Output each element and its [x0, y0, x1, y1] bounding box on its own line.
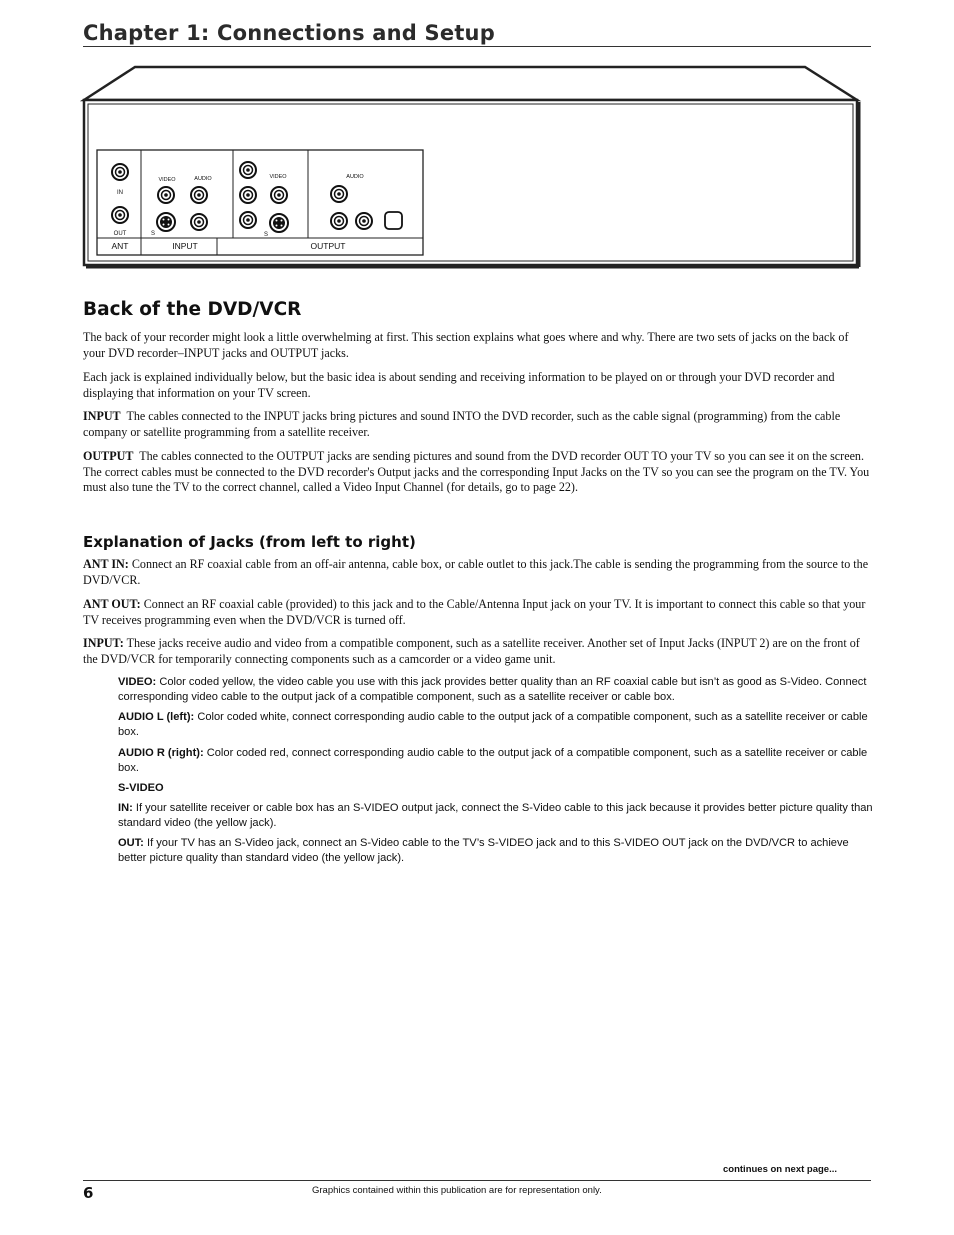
- output-text: The cables connected to the OUTPUT jacks are sending pictures and sound from the DVD recorder OUT TO your TV so you can see it on the screen. The correct cables must be connected to the DVD recorder's Output jacks and the corresponding Input Jacks on the TV so you can see the program on the TV. You must also tune the TV to the correct channel, called a Video Input Channel (for details, go to page 22).: [83, 449, 870, 494]
- output-video-jack-1: [240, 162, 256, 178]
- chapter-rule: [83, 46, 871, 47]
- input-section-label: INPUT: [172, 241, 198, 251]
- s-video-in-term: IN:: [118, 802, 133, 814]
- output-section-label: OUTPUT: [310, 241, 346, 251]
- audio-r-term: AUDIO R (right):: [118, 747, 204, 759]
- video-term: VIDEO:: [118, 676, 157, 688]
- chassis: [84, 67, 859, 267]
- chapter-title: Chapter 1: Connections and Setup: [83, 21, 495, 45]
- audio-l-term: AUDIO L (left):: [118, 711, 195, 723]
- output-audio-label: AUDIO: [346, 174, 364, 180]
- output-video-jack-2: [271, 187, 287, 203]
- output-s-label: S: [263, 232, 269, 238]
- ant-out-term: ANT OUT:: [83, 597, 141, 611]
- output-term: OUTPUT: [83, 449, 134, 463]
- s-video-in-paragraph: [118, 801, 874, 831]
- ant-in-paragraph: [83, 557, 873, 588]
- dvd-vcr-back-panel-illustration: [80, 62, 870, 272]
- audio-r-paragraph: [118, 746, 874, 776]
- s-video-out-term: OUT:: [118, 837, 144, 849]
- input-video-jack: [158, 187, 174, 203]
- audio-l-text: Color coded white, connect corresponding audio cable to the output jack of a compatible component, such as a satellite receiver or cable box.: [118, 711, 868, 738]
- input-s-video-jack: [157, 213, 175, 231]
- s-video-out-text: If your TV has an S-Video jack, connect an S-Video cable to the TV’s S-VIDEO jack and to this S-VIDEO OUT jack on the DVD/VCR to achieve better picture quality than standard video (the yellow jack).: [118, 837, 849, 864]
- output-video-label: VIDEO: [269, 174, 287, 180]
- input-paragraph: [83, 409, 873, 440]
- footer-note: Graphics contained within this publication are for representation only.: [312, 1185, 602, 1196]
- input-jacks-text: These jacks receive audio and video from a compatible component, such as a satellite receiver. Another set of Input Jacks (INPUT 2) are on the front of the DVD/VCR for temporarily connecting components such as a camcorder or a video game unit.: [83, 636, 860, 666]
- digital-audio-port: [385, 212, 402, 229]
- audio-l-paragraph: [118, 710, 874, 740]
- input-audio-l-jack: [191, 187, 207, 203]
- audio-r-text: Color coded red, connect corresponding audio cable to the output jack of a compatible component, such as a satellite receiver or cable box.: [118, 747, 868, 774]
- ant-section-label: ANT: [111, 241, 129, 251]
- ant-out-label: OUT: [113, 231, 127, 237]
- page-number: 6: [83, 1184, 94, 1202]
- explanation-title: Explanation of Jacks (from left to right): [83, 533, 416, 551]
- output-paragraph: [83, 449, 873, 496]
- footer-rule: [83, 1180, 871, 1181]
- output-audio-l-jack-1: [240, 187, 256, 203]
- ant-in-term: ANT IN:: [83, 557, 129, 571]
- ant-out-paragraph: [83, 597, 873, 628]
- ant-out-jack: [112, 207, 128, 223]
- ant-in-jack: [112, 164, 128, 180]
- s-video-out-paragraph: [118, 836, 874, 866]
- ant-in-label: IN: [117, 190, 123, 196]
- input-jacks-paragraph: [83, 636, 873, 667]
- input-text: The cables connected to the INPUT jacks bring pictures and sound INTO the DVD recorder, such as the cable signal (programming) from the cable company or satellite programming from a satellite receiver.: [83, 409, 841, 439]
- intro-paragraph-2: Each jack is explained individually below, but the basic idea is about sending and receiving information to be played on or through your DVD recorder and displaying that information on your TV screen.: [83, 370, 835, 400]
- input-video-label: VIDEO: [158, 177, 176, 183]
- ant-in-text: Connect an RF coaxial cable from an off-air antenna, cable box, or cable outlet to this jack.The cable is sending the programming from the source to the DVD/VCR.: [83, 557, 869, 587]
- input-s-label: S: [150, 231, 156, 237]
- input-term: INPUT: [83, 409, 121, 423]
- output-s-video-jack: [270, 214, 288, 232]
- input-jacks-term: INPUT:: [83, 636, 124, 650]
- s-video-heading-text: S-VIDEO: [118, 782, 164, 794]
- output-audio-r-jack-1: [240, 212, 256, 228]
- continues-note: continues on next page...: [723, 1164, 838, 1175]
- input-audio-label: AUDIO: [194, 176, 212, 182]
- output-audio-jack-3: [331, 213, 347, 229]
- input-audio-r-jack: [191, 214, 207, 230]
- intro-paragraph-1: The back of your recorder might look a little overwhelming at first. This section explains what goes where and why. There are two sets of jacks on the back of your DVD recorder–INPUT jacks and OUTPUT jacks.: [83, 330, 849, 360]
- video-text: Color coded yellow, the video cable you use with this jack provides better quality than an RF coaxial cable but isn’t as good as S-Video. Connect corresponding video cable to the output jack of a compatible component, such as a satellite receiver or cable box.: [118, 676, 867, 703]
- ant-out-text: Connect an RF coaxial cable (provided) to this jack and to the Cable/Antenna Input jack on your TV. It is important to connect this cable so that your TV receives programming even when the DVD/VCR is turned off.: [83, 597, 866, 627]
- s-video-heading: [118, 781, 874, 796]
- s-video-in-text: If your satellite receiver or cable box has an S-VIDEO output jack, connect the S-Video cable to this jack because it provides better picture quality than standard video (the yellow jack).: [118, 802, 873, 829]
- section-title: Back of the DVD/VCR: [83, 299, 302, 320]
- output-audio-jack-4: [356, 213, 372, 229]
- video-paragraph: [118, 675, 874, 705]
- output-audio-jack-2: [331, 186, 347, 202]
